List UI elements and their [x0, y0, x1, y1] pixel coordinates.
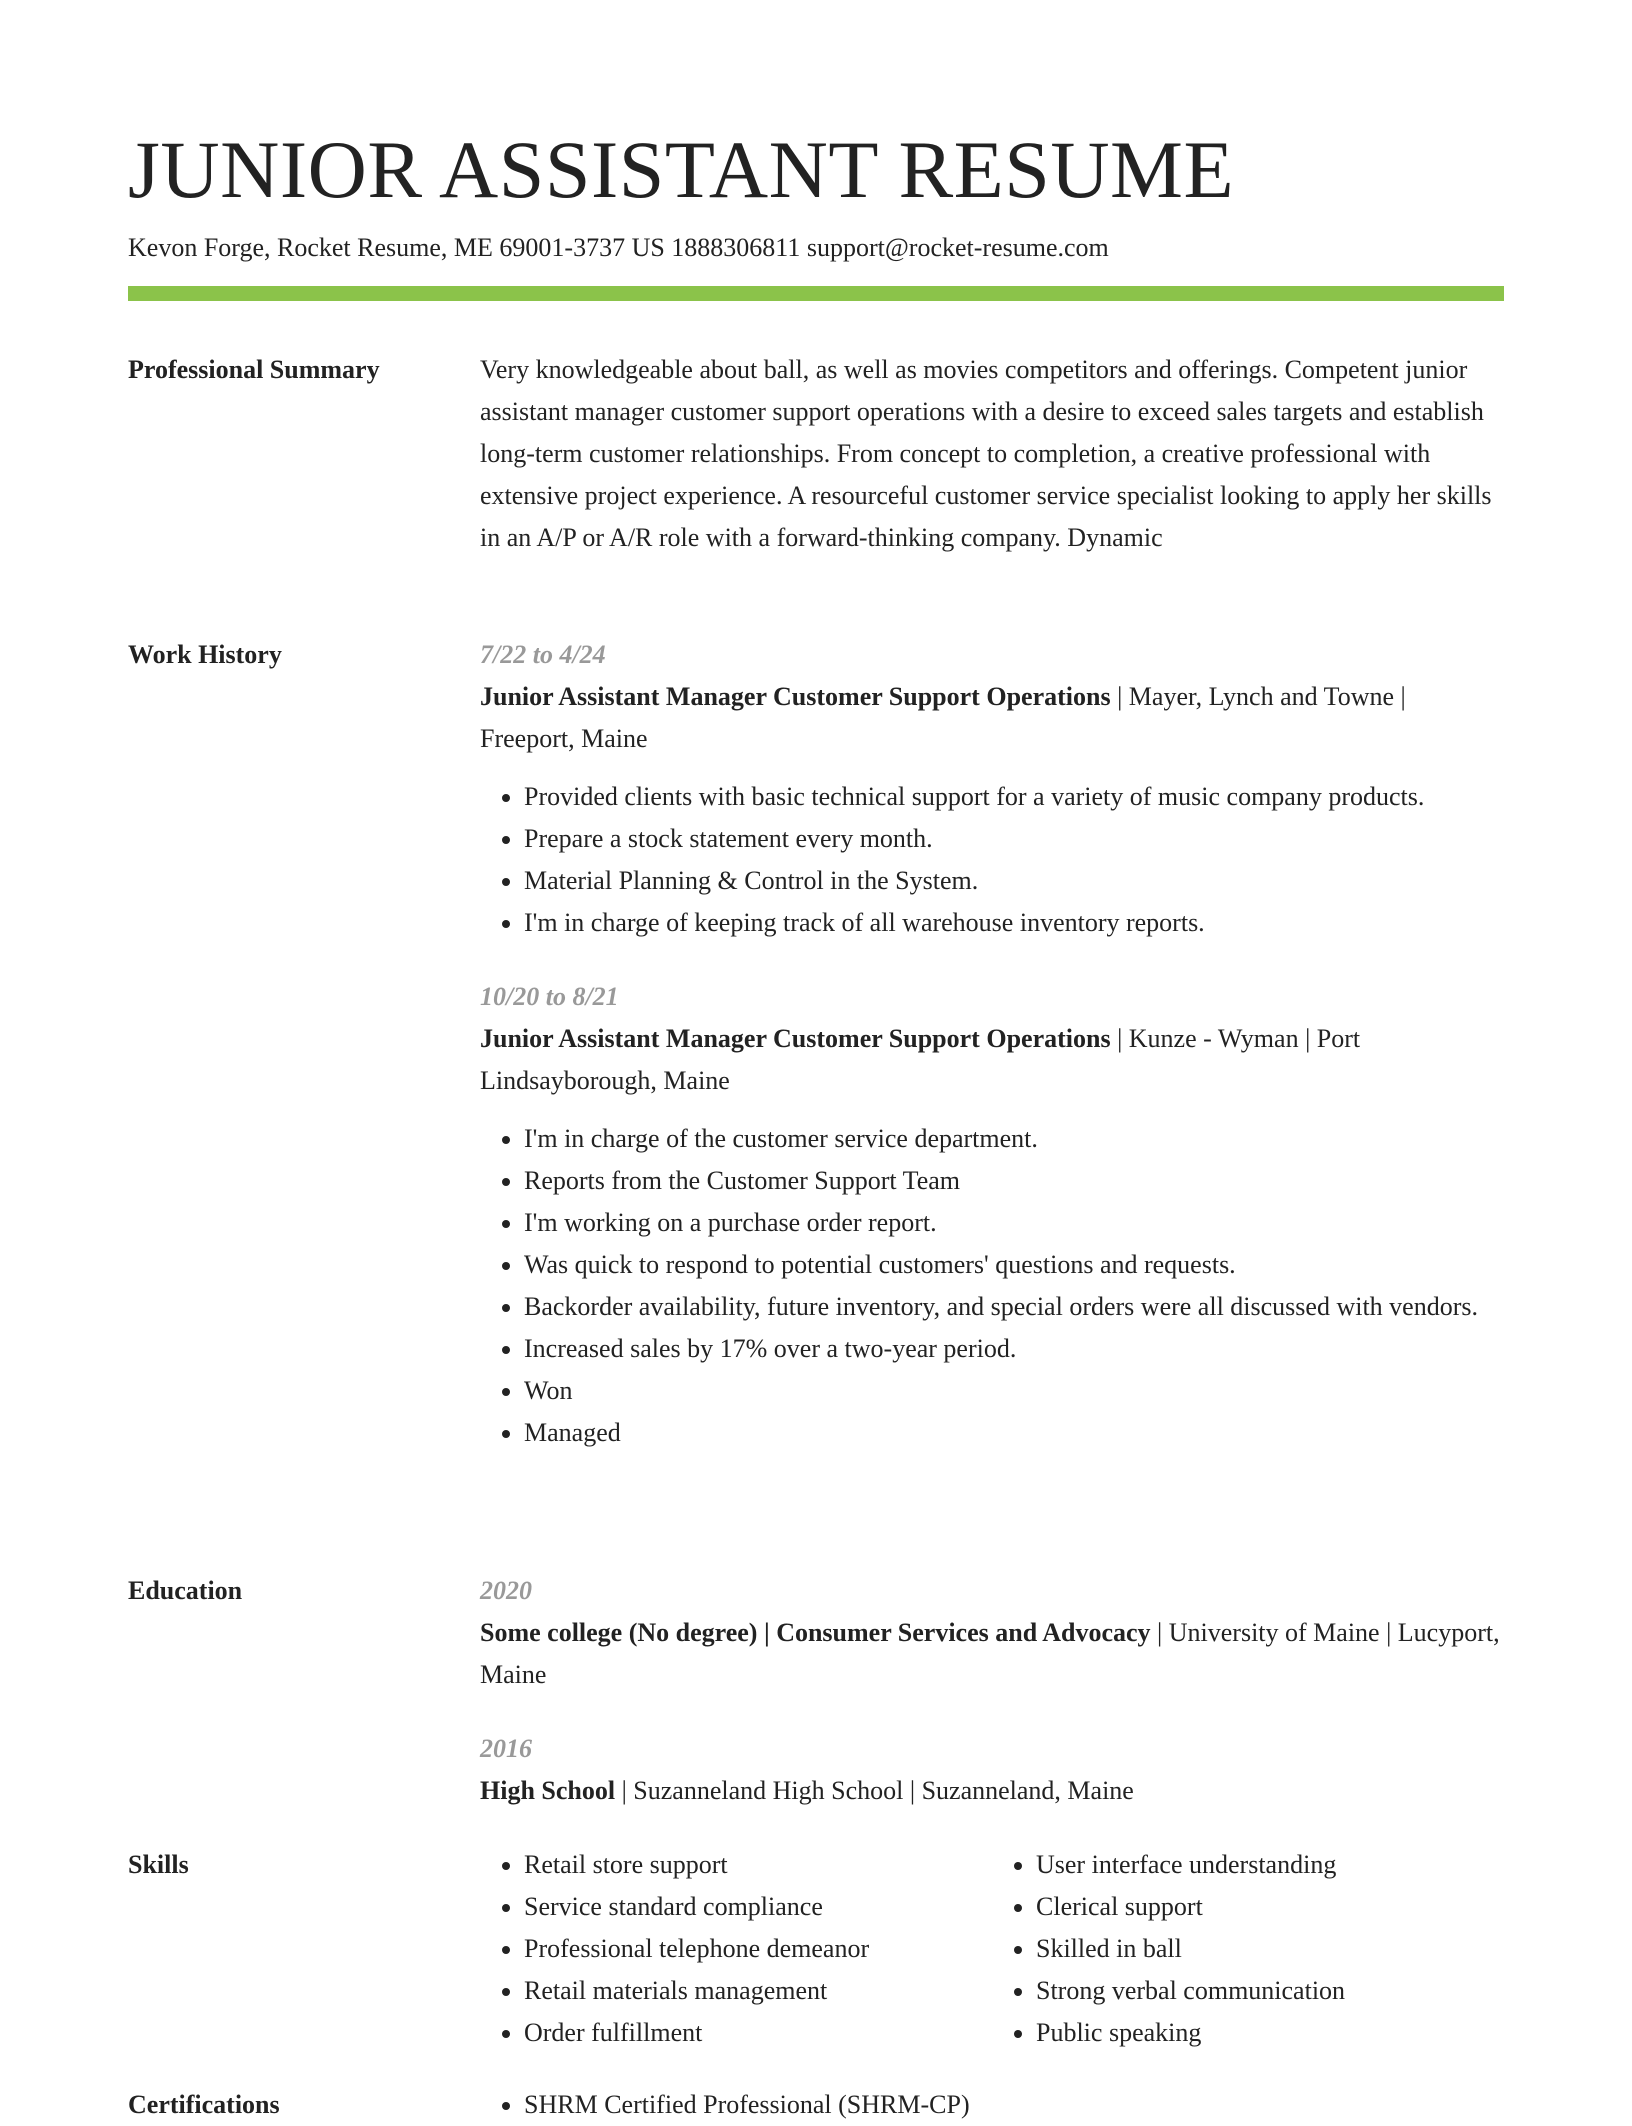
education-entry [480, 1570, 1504, 1696]
list-item: • Strong verbal communication [1036, 1970, 1504, 2012]
job-title: Junior Assistant Manager Customer Support Operations [480, 682, 1111, 711]
list-item: • Public speaking [1036, 2012, 1504, 2054]
accent-divider [128, 286, 1504, 301]
list-item: • Order fulfillment [524, 2012, 992, 2054]
job-heading [480, 1018, 1504, 1102]
job-title: Junior Assistant Manager Customer Support Operations [480, 1024, 1111, 1053]
education-entry [480, 1728, 1504, 1812]
certifications-body [480, 2084, 1504, 2126]
list-item: • Prepare a stock statement every month. [524, 818, 1504, 860]
skills-list-right [992, 1844, 1504, 2054]
list-item: • Was quick to respond to potential customers' questions and requests. [524, 1244, 1504, 1286]
certifications-list [480, 2084, 1504, 2126]
job-bullets [480, 1118, 1504, 1454]
education-heading [480, 1770, 1504, 1812]
section-label-work: Work History [128, 640, 282, 669]
job-dates: 10/20 to 8/21 [480, 982, 619, 1011]
list-item: • User interface understanding [1036, 1844, 1504, 1886]
list-item: • Clerical support [1036, 1886, 1504, 1928]
work-body [480, 634, 1504, 1454]
list-item: • Material Planning & Control in the System. [524, 860, 1504, 902]
skills-body [480, 1844, 1504, 2054]
education-year: 2016 [480, 1734, 532, 1763]
job-dates: 7/22 to 4/24 [480, 640, 606, 669]
list-item: • Increased sales by 17% over a two-year period. [524, 1328, 1504, 1370]
education-heading [480, 1612, 1504, 1696]
education-year: 2020 [480, 1576, 532, 1605]
job-details: | Kunze - Wyman | Port Lindsayborough, Maine [480, 1024, 1361, 1095]
job-bullets [480, 776, 1504, 944]
list-item: • I'm working on a purchase order report. [524, 1202, 1504, 1244]
resume-title: JUNIOR ASSISTANT RESUME [128, 124, 1235, 215]
list-item: • I'm in charge of keeping track of all warehouse inventory reports. [524, 902, 1504, 944]
list-item: • Reports from the Customer Support Team [524, 1160, 1504, 1202]
list-item: • Provided clients with basic technical support for a variety of music company products. [524, 776, 1504, 818]
section-label-skills: Skills [128, 1850, 189, 1879]
job-entry [480, 634, 1504, 944]
education-degree: Some college (No degree) | Consumer Services and Advocacy [480, 1618, 1151, 1647]
list-item: • Managed [524, 1412, 1504, 1454]
list-item: • Service standard compliance [524, 1886, 992, 1928]
education-body [480, 1570, 1504, 1812]
list-item: • Backorder availability, future inventory, and special orders were all discussed with vendors. [524, 1286, 1504, 1328]
summary-text: Very knowledgeable about ball, as well as movies competitors and offerings. Competent junior assistant manager customer support operations with a desire to exceed sales targets and establish long-term customer relationships. From concept to completion, a creative professional with extensive project experience. A resourceful customer service specialist looking to apply her skills in an A/P or A/R role with a forward-thinking company. Dynamic [480, 355, 1492, 552]
summary-body [480, 349, 1504, 559]
job-entry [480, 976, 1504, 1454]
education-details: | University of Maine | Lucyport, Maine [480, 1618, 1500, 1689]
list-item: • Retail store support [524, 1844, 992, 1886]
contact-line: Kevon Forge, Rocket Resume, ME 69001-3737 US 1888306811 support@rocket-resume.com [128, 233, 1109, 262]
list-item: • Retail materials management [524, 1970, 992, 2012]
list-item: • Skilled in ball [1036, 1928, 1504, 1970]
job-details: | Mayer, Lynch and Towne | Freeport, Maine [480, 682, 1406, 753]
skills-list-left [480, 1844, 992, 2054]
list-item: • Professional telephone demeanor [524, 1928, 992, 1970]
section-label-summary: Professional Summary [128, 355, 380, 384]
skills-columns [480, 1844, 1504, 2054]
section-label-certifications: Certifications [128, 2090, 280, 2119]
section-label-education: Education [128, 1576, 243, 1605]
education-degree: High School [480, 1776, 616, 1805]
list-item: • SHRM Certified Professional (SHRM-CP) [524, 2084, 1504, 2126]
list-item: • Won [524, 1370, 1504, 1412]
list-item: • I'm in charge of the customer service department. [524, 1118, 1504, 1160]
job-heading [480, 676, 1504, 760]
education-details: | Suzanneland High School | Suzanneland, Maine [615, 1776, 1134, 1805]
